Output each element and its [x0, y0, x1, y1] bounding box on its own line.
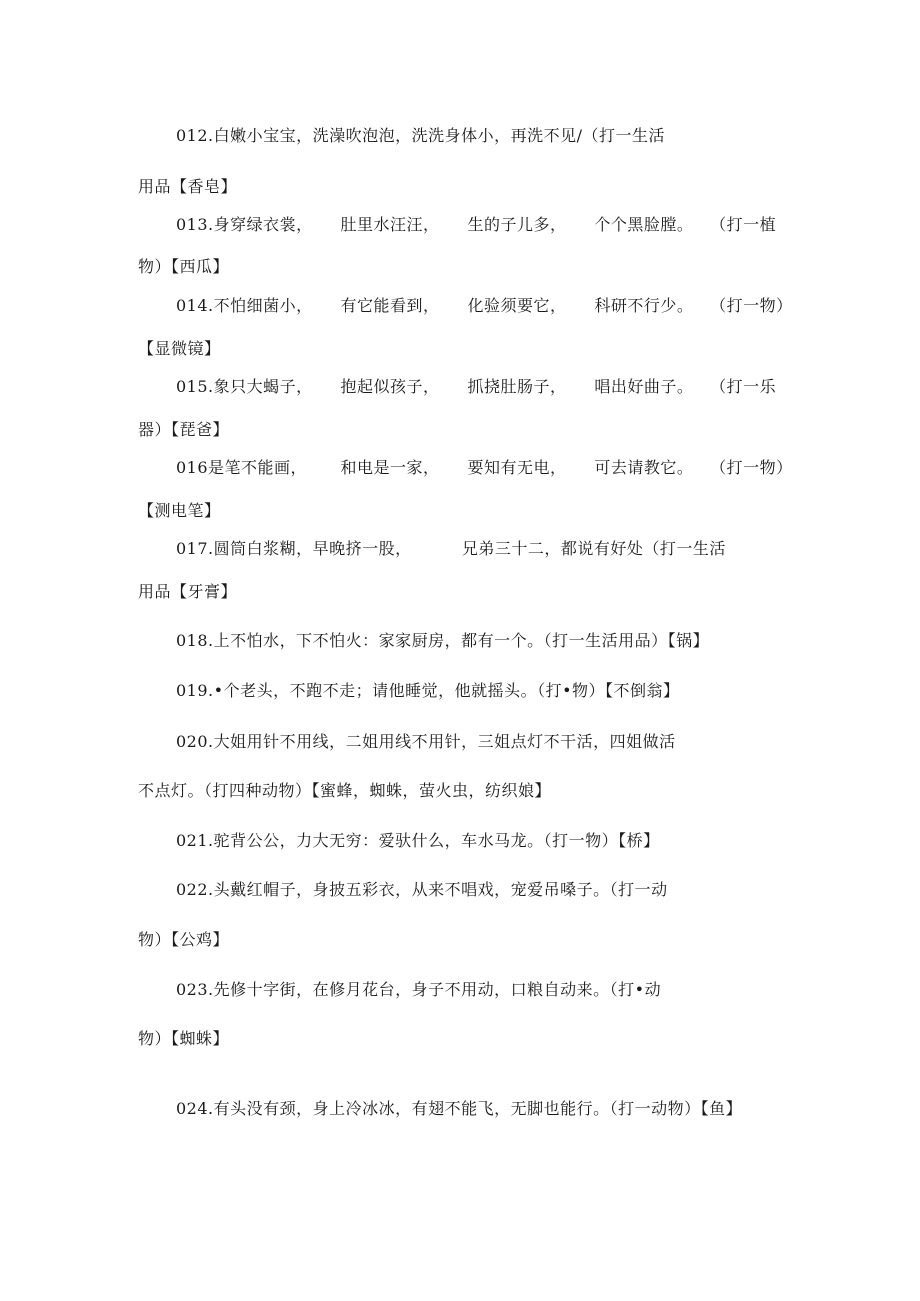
riddle-015-line2: 器）【琵爸】	[138, 420, 230, 439]
riddle-014-line1: 014.不怕细菌小， 有它能看到， 化验须要它， 科研不行少。 （打一物）	[176, 296, 793, 315]
riddle-013-line2: 物）【西瓜】	[138, 257, 230, 276]
riddle-012-line2: 用品【香皂】	[138, 177, 238, 196]
riddle-016-line2: 【测电笔】	[138, 501, 221, 520]
riddle-023-line1: 023.先修十字街，在修月花台，身子不用动，口粮自动来。（打•动	[176, 980, 662, 999]
riddle-022-line1: 022.头戴红帽子，身披五彩衣，从来不唱戏，宠爱吊嗓子。（打一动	[176, 880, 668, 899]
riddle-017-line1: 017.圆筒白浆糊，早晚挤一股， 兄弟三十二，都说有好处（打一生活	[176, 539, 726, 558]
riddle-020-line2: 不点灯。（打四种动物）【蜜蜂，蜘蛛，萤火虫，纺织娘】	[138, 781, 552, 800]
riddle-018: 018.上不怕水，下不怕火：家家厨房，都有一个。（打一生活用品）【锅】	[176, 631, 710, 650]
riddle-015-line1: 015.象只大蝎子， 抱起似孩子， 抓挠肚肠子， 唱出好曲子。 （打一乐	[176, 377, 777, 396]
riddle-014-line2: 【显微镜】	[138, 339, 221, 358]
riddle-019: 019.•个老头，不跑不走；请他睡觉，他就摇头。（打•物）【不倒翁】	[176, 681, 680, 700]
riddle-024: 024.有头没有颈，身上冷冰冰，有翅不能飞，无脚也能行。（打一动物）【鱼】	[176, 1099, 743, 1118]
riddle-016-line1: 016是笔不能画， 和电是一家， 要知有无电， 可去请教它。 （打一物）	[176, 458, 793, 477]
riddle-023-line2: 物）【蜘蛛】	[138, 1029, 230, 1048]
riddle-020-line1: 020.大姐用针不用线，二姐用线不用针，三姐点灯不干活，四姐做活	[176, 732, 676, 751]
riddle-022-line2: 物）【公鸡】	[138, 930, 230, 949]
riddle-021: 021.驼背公公，力大无穷：爱驮什么，车水马龙。（打一物）【桥】	[176, 831, 660, 850]
riddle-013-line1: 013.身穿绿衣裳， 肚里水汪汪， 生的子儿多， 个个黑脸膛。 （打一植	[176, 215, 777, 234]
riddle-017-line2: 用品【牙膏】	[138, 582, 238, 601]
riddle-012-line1: 012.白嫩小宝宝，洗澡吹泡泡，洗洗身体小，再洗不见/（打一生活	[176, 126, 666, 145]
